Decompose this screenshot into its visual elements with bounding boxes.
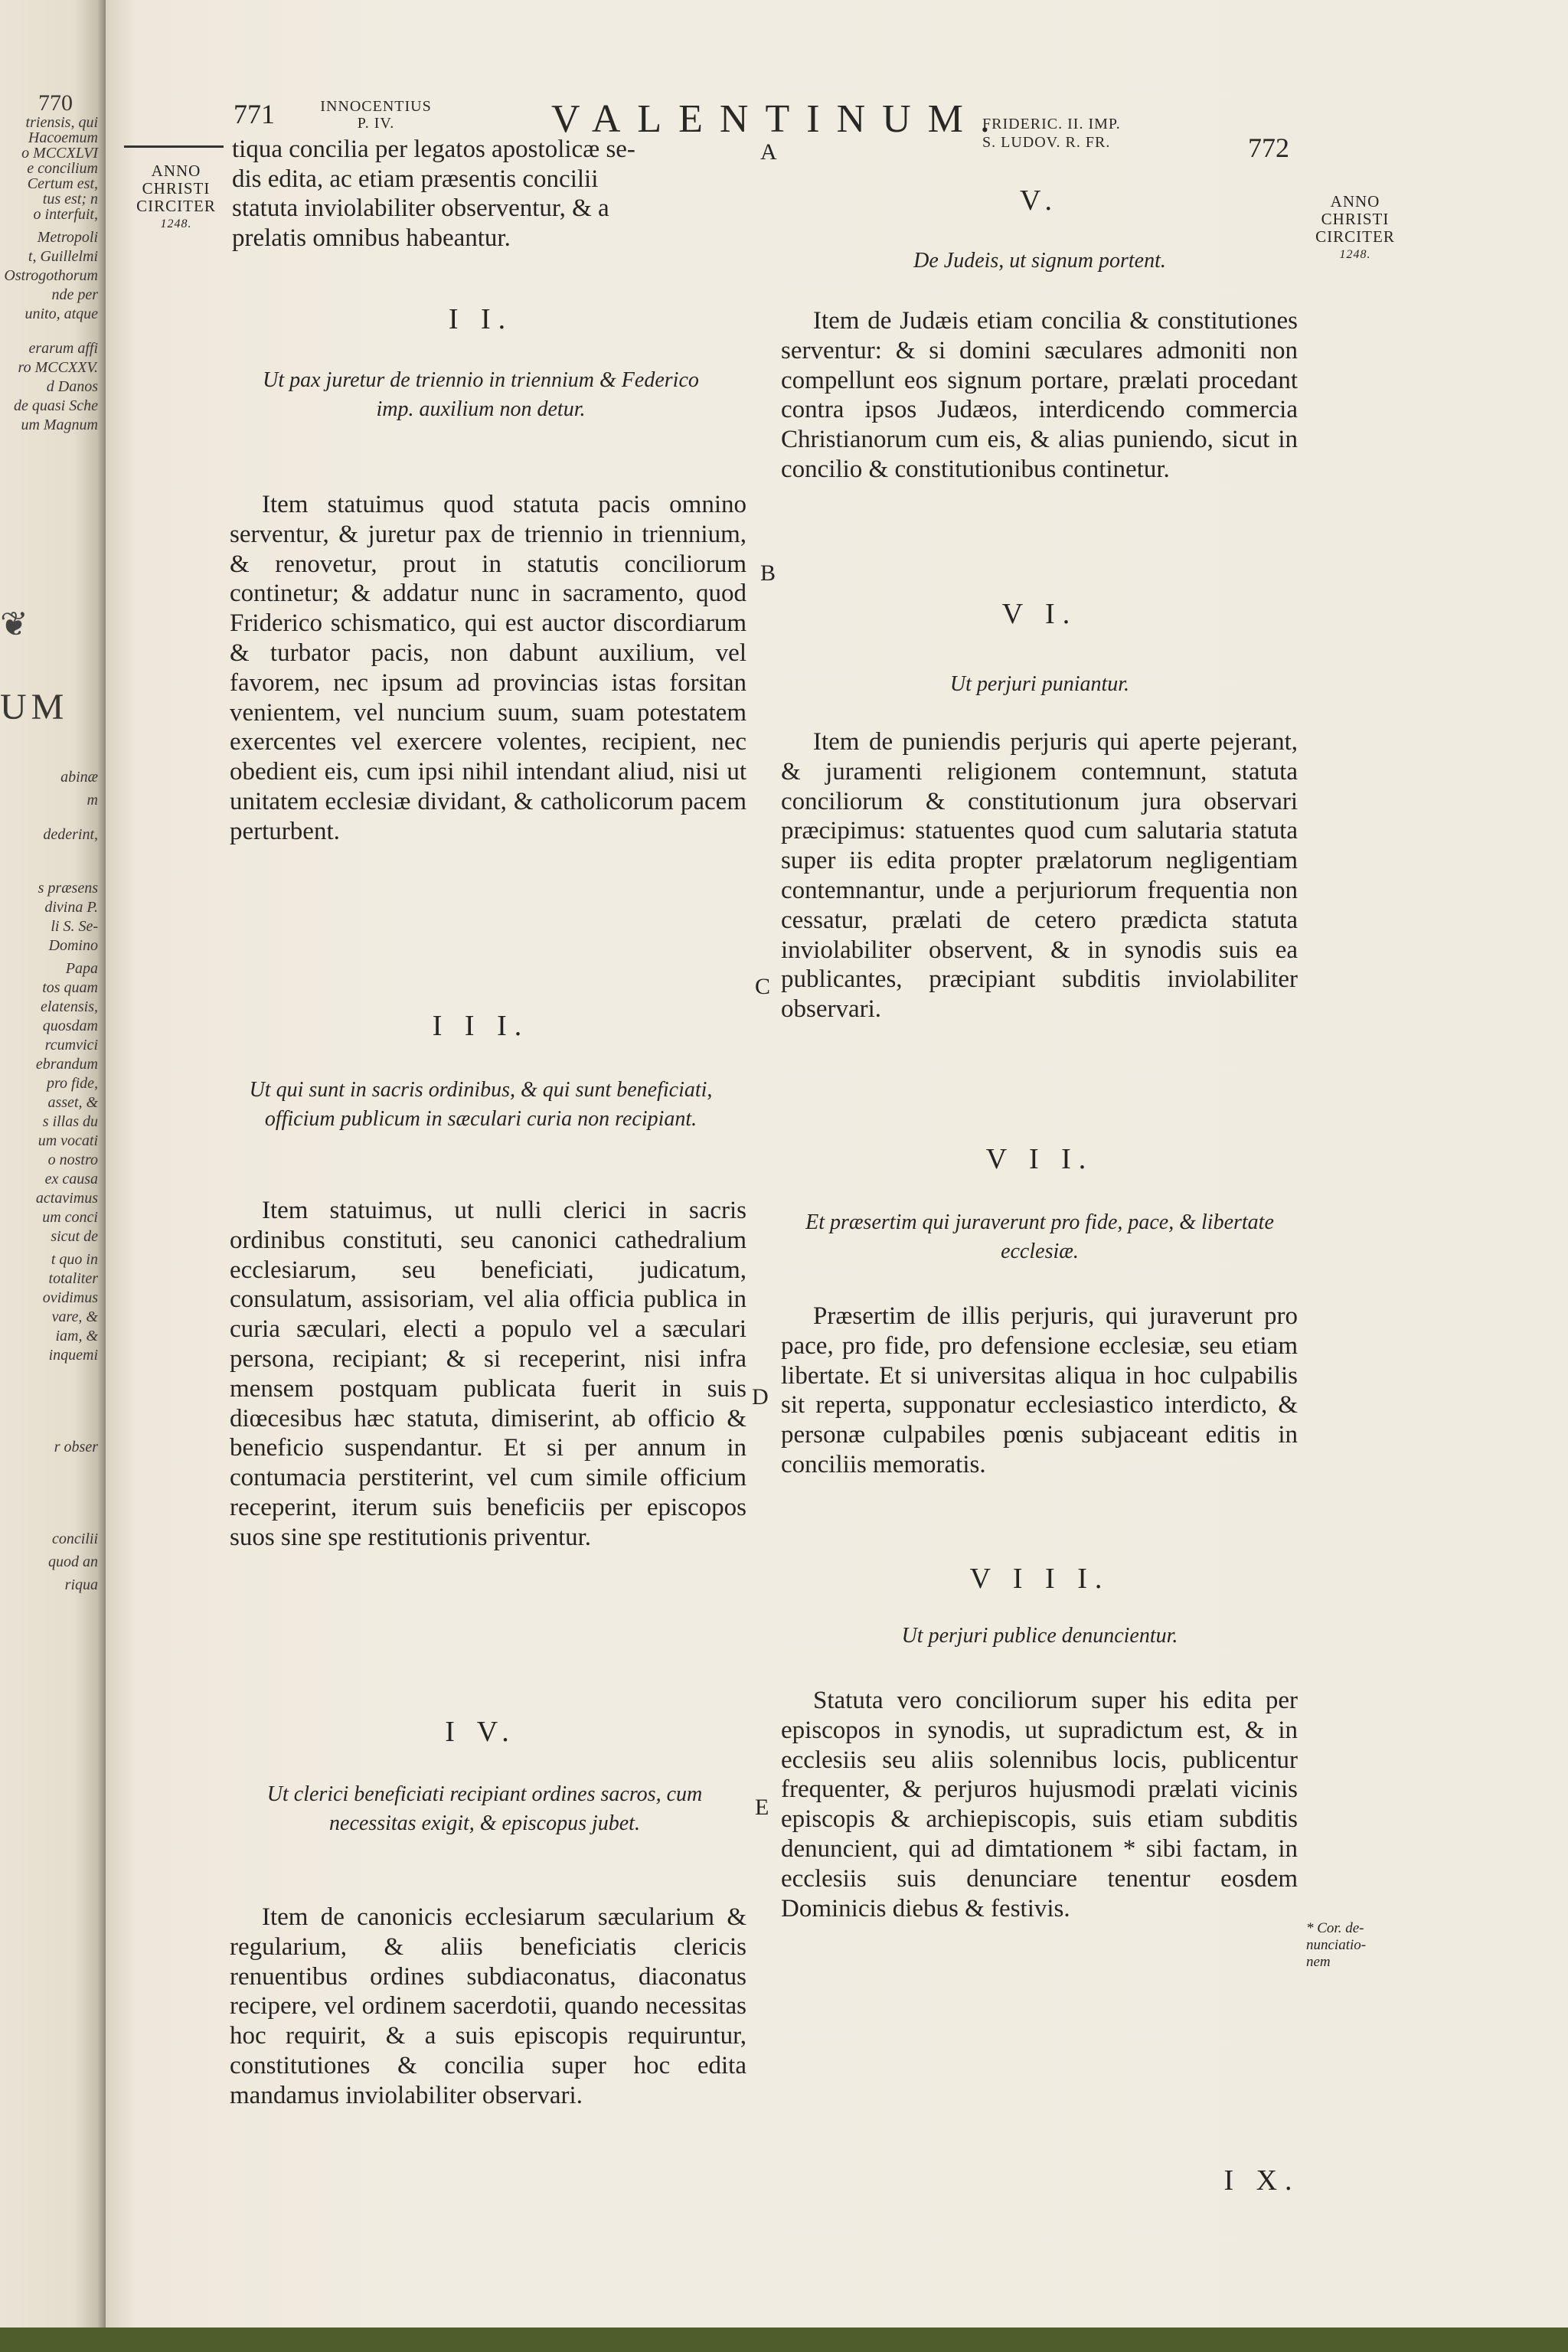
facing-page-fragment: Hacoemum [28, 129, 98, 146]
section-title: Ut perjuri puniantur. [949, 672, 1130, 696]
background-surface [0, 2328, 1568, 2352]
facing-page-fragment: erarum affi [28, 340, 98, 357]
facing-page-fragment: Metropoli [37, 229, 98, 246]
facing-page-fragment: sicut de [51, 1228, 98, 1245]
facing-page-fragment: um Magnum [21, 416, 98, 433]
section-marker: D [752, 1384, 769, 1410]
facing-page-fragment: riqua [64, 1576, 98, 1593]
running-head-line: S. LUDOV. R. FR. [982, 134, 1111, 151]
facing-page-fragment: asset, & [47, 1094, 98, 1111]
facing-page-fragment: quod an [48, 1553, 98, 1570]
facing-page-fragment: divina P. [44, 899, 98, 916]
facing-page-fragment: nde per [51, 286, 98, 303]
margin-label: ANNO [1330, 192, 1380, 211]
facing-page-fragment: Certum est, [27, 175, 98, 192]
margin-year: 1248. [160, 217, 192, 230]
text-line: tiqua concilia per legatos apostolicæ se- [232, 136, 635, 163]
section-number: I V. [445, 1716, 517, 1748]
book-page [106, 0, 1568, 2328]
facing-page-fragment: Papa [65, 960, 98, 977]
paragraph-text: Item statuimus, ut nulli clerici in sacris ordinibus constituti, seu canonici cathedralium ecclesiarum, seu beneficiati, judicatum, consulatum, assisoriam, vel alia officia publica in curia sæculari, electi a populo vel a sæculari persona, recipiant; & si receperint, nisi infra mensem postquam publicata fuerit in suis diœcesibus hæc statuta, dimiserint, ab officio & beneficio suspendantur. Et si per annum in contumacia perstiterint, vel cum simile officium receperint, iterum suis beneficiis per episcopos suos sine spe restitutionis priventur. [230, 1197, 746, 1551]
facing-page-fragment: s præsens [38, 880, 98, 897]
facing-page-fragment: ebrandum [35, 1056, 98, 1073]
section-title: Ut perjuri publice denuncientur. [901, 1624, 1178, 1648]
section-body [230, 1903, 746, 2111]
left-page-number: 771 [234, 99, 275, 129]
margin-rule [124, 145, 224, 148]
text-line: statuta inviolabiliter observentur, & a [232, 194, 609, 222]
side-note [1306, 1920, 1390, 1971]
section-marker: A [760, 139, 777, 165]
facing-page-fragment: o nostro [47, 1152, 98, 1168]
section-title: Ut pax juretur de triennio in triennium & Federico imp. auxilium non detur. [263, 368, 699, 421]
section-title: Ut qui sunt in sacris ordinibus, & qui sunt beneficiati, officium publicum in sæculari curia non recipiant. [249, 1078, 713, 1131]
paragraph-text: Præsertim de illis perjuris, qui juraverunt pro pace, pro fide, pro defensione ecclesiæ, seu etiam libertate. Et si universitas aliqua in hoc culpabilis sit reperta, supponatur ecclesiastico interdicto, & personæ culpabiles pœnis subjaceant editis in conciliis memoratis. [781, 1302, 1298, 1478]
side-note-line: nem [1306, 1954, 1331, 1970]
facing-page-fragment: concilii [52, 1530, 98, 1547]
facing-page-fragment: elatensis, [41, 998, 98, 1015]
section-number: V I. [1001, 598, 1078, 630]
facing-page-fragment: li S. Se- [51, 918, 98, 935]
margin-label: ANNO [151, 162, 201, 180]
facing-page-fragment: unito, atque [24, 305, 98, 322]
running-head-line: FRIDERIC. II. IMP. [982, 116, 1121, 132]
margin-label: CHRISTI [1321, 210, 1390, 228]
margin-label: CIRCITER [136, 197, 216, 215]
text-line: dis edita, ac etiam præsentis concilii [232, 165, 599, 193]
running-head-line: P. IV. [357, 115, 395, 132]
paragraph-text: Item de Judæis etiam concilia & constitutiones serventur: & si domini sæculares admoniti non compellunt eos signum portare, prælati procedant contra ipsos Judæos, interdicendo commercia Christianorum cum eis, & alias puniendo, sicut in concilio & constitutionibus continetur. [781, 307, 1298, 483]
intro-text [232, 135, 760, 253]
paragraph-text: Statuta vero conciliorum super his edita per episcopos in synodis, ut supradictum est, & in ecclesiis seu aliis solennibus locis, publicentur frequenter, & perjuros hujusmodi prælati vicinis episcopis & archiepiscopis, suis etiam subditis denuncient, qui ad dimtationem * sibi factam, in ecclesiis suis denunciare tenentur eosdem Dominicis diebus & festivis. [781, 1687, 1298, 1922]
facing-page-fragment: um vocati [38, 1132, 98, 1149]
facing-page-fragment: m [87, 792, 98, 808]
section-title: Et præsertim qui juraverunt pro fide, pace, & libertate ecclesiæ. [805, 1210, 1274, 1263]
section-body [781, 727, 1298, 1024]
facing-page-fragment: quosdam [42, 1018, 98, 1034]
facing-page-fragment: tos quam [42, 979, 98, 996]
paragraph-text: Item de canonicis ecclesiarum sæcularium & regularium, & aliis beneficiatis clericis renuentibus ordines subdiaconatus, diaconatus recipere, vel ordinem sacerdotii, quando necessitas hoc requirit, & a suis episcopis requiruntur, constitutiones & concilia super hoc edita mandamus inviolabiliter observari. [230, 1903, 746, 2109]
section-marker: C [755, 974, 771, 999]
section-marker: E [755, 1795, 769, 1820]
facing-page-fragment: o interfuit, [33, 206, 98, 223]
facing-page-fragment: tus est; n [42, 191, 98, 207]
right-running-head [982, 115, 1121, 152]
facing-page-fragment: totaliter [48, 1270, 98, 1287]
facing-page-fragment: vare, & [51, 1308, 98, 1325]
margin-date-right [1302, 193, 1409, 263]
side-note-line: nunciatio- [1306, 1937, 1367, 1953]
facing-page-fragment: s illas du [42, 1113, 98, 1130]
facing-page-fragment: ovidimus [42, 1289, 98, 1306]
margin-label: CHRISTI [142, 179, 211, 198]
text-line: prelatis omnibus habeantur. [232, 224, 511, 252]
ornament-icon: ❦ [0, 606, 28, 643]
section-body [230, 490, 746, 847]
facing-page-number: 770 [38, 90, 73, 116]
facing-page-edge [0, 0, 106, 2352]
paragraph-text: Item statuimus quod statuta pacis omnino serventur, & juretur pax de triennio in triennium, & renovetur, prout in statutis conciliorum continetur; & addatur nunc in sacramento, quod Friderico schismatico, qui est auctor discordiarum & turbator pacis, non dabunt auxilium, vel favorem, nec ipsum ad provincias istas forsitan venientem, vel nuncium suum, suam potestatem exercentes vel exercere volentes, recipient, nec obedient eis, cum ipsi nihil intendant aliud, nisi ut unitatem ecclesiæ dividant, & catholicorum pacem perturbent. [230, 491, 746, 845]
section-title: De Judeis, ut signum portent. [913, 249, 1166, 273]
margin-label: CIRCITER [1315, 227, 1395, 246]
facing-page-heading: UM [0, 687, 69, 727]
right-page-number: 772 [1248, 132, 1289, 163]
facing-page-fragment: t quo in [51, 1251, 98, 1268]
side-note-line: * Cor. de- [1306, 1920, 1364, 1936]
facing-page-fragment: rcumvici [44, 1037, 98, 1054]
section-number: V. [1019, 185, 1060, 217]
section-number: V I I. [985, 1143, 1094, 1175]
facing-page-fragment: iam, & [55, 1328, 98, 1344]
page-title: VALENTINUM. [551, 97, 1007, 141]
facing-page-fragment: d Danos [46, 378, 98, 395]
facing-page-fragment: inquemi [48, 1347, 98, 1364]
facing-page-fragment: de quasi Sche [14, 397, 98, 414]
section-number: V I I I. [969, 1563, 1110, 1595]
section-body [781, 1686, 1298, 1923]
facing-page-fragment: Domino [48, 937, 98, 954]
facing-page-fragment: actavimus [35, 1190, 98, 1207]
section-marker: B [760, 560, 776, 586]
left-running-head [311, 98, 441, 132]
facing-page-fragment: pro fide, [46, 1075, 98, 1092]
section-number: I I. [448, 303, 514, 335]
section-body [230, 1196, 746, 1553]
section-body [781, 1302, 1298, 1480]
facing-page-fragment: r obser [54, 1439, 98, 1455]
facing-page-fragment: dederint, [43, 826, 98, 843]
facing-page-fragment: o MCCXLVI [21, 145, 98, 162]
margin-year: 1248. [1339, 248, 1371, 261]
facing-page-fragment: ro MCCXXV. [18, 359, 98, 376]
running-head-line: INNOCENTIUS [320, 98, 432, 115]
section-body [781, 306, 1298, 485]
paragraph-text: Item de puniendis perjuris qui aperte pejerant, & juramenti religionem contemnunt, statuta conciliorum & constitutionum jura observari præcipimus: statuentes quod cum salutaria statuta super iis edita propter prælatorum negligentiam contemnantur, unde a perjuriorum frequentia non cessatur, prælati de cetero prædicta statuta inviolabiliter observent, & in synodis suis ea publicantes, præcipiant subditis inviolabiliter observari. [781, 728, 1298, 1024]
next-section-number: I X. [1223, 2164, 1300, 2197]
facing-page-fragment: Ostrogothorum [4, 267, 98, 284]
section-title: Ut clerici beneficiati recipiant ordines sacros, cum necessitas exigit, & episcopus jubet. [266, 1782, 703, 1835]
facing-page-fragment: um conci [42, 1209, 98, 1226]
facing-page-fragment: t, Guillelmi [28, 248, 98, 265]
facing-page-fragment: ex causa [44, 1171, 98, 1187]
section-number: I I I. [432, 1010, 530, 1042]
facing-page-fragment: triensis, qui [25, 114, 98, 131]
margin-date-left [122, 162, 230, 233]
facing-page-fragment: abinæ [60, 769, 98, 786]
facing-page-fragment: e concilium [27, 160, 98, 177]
